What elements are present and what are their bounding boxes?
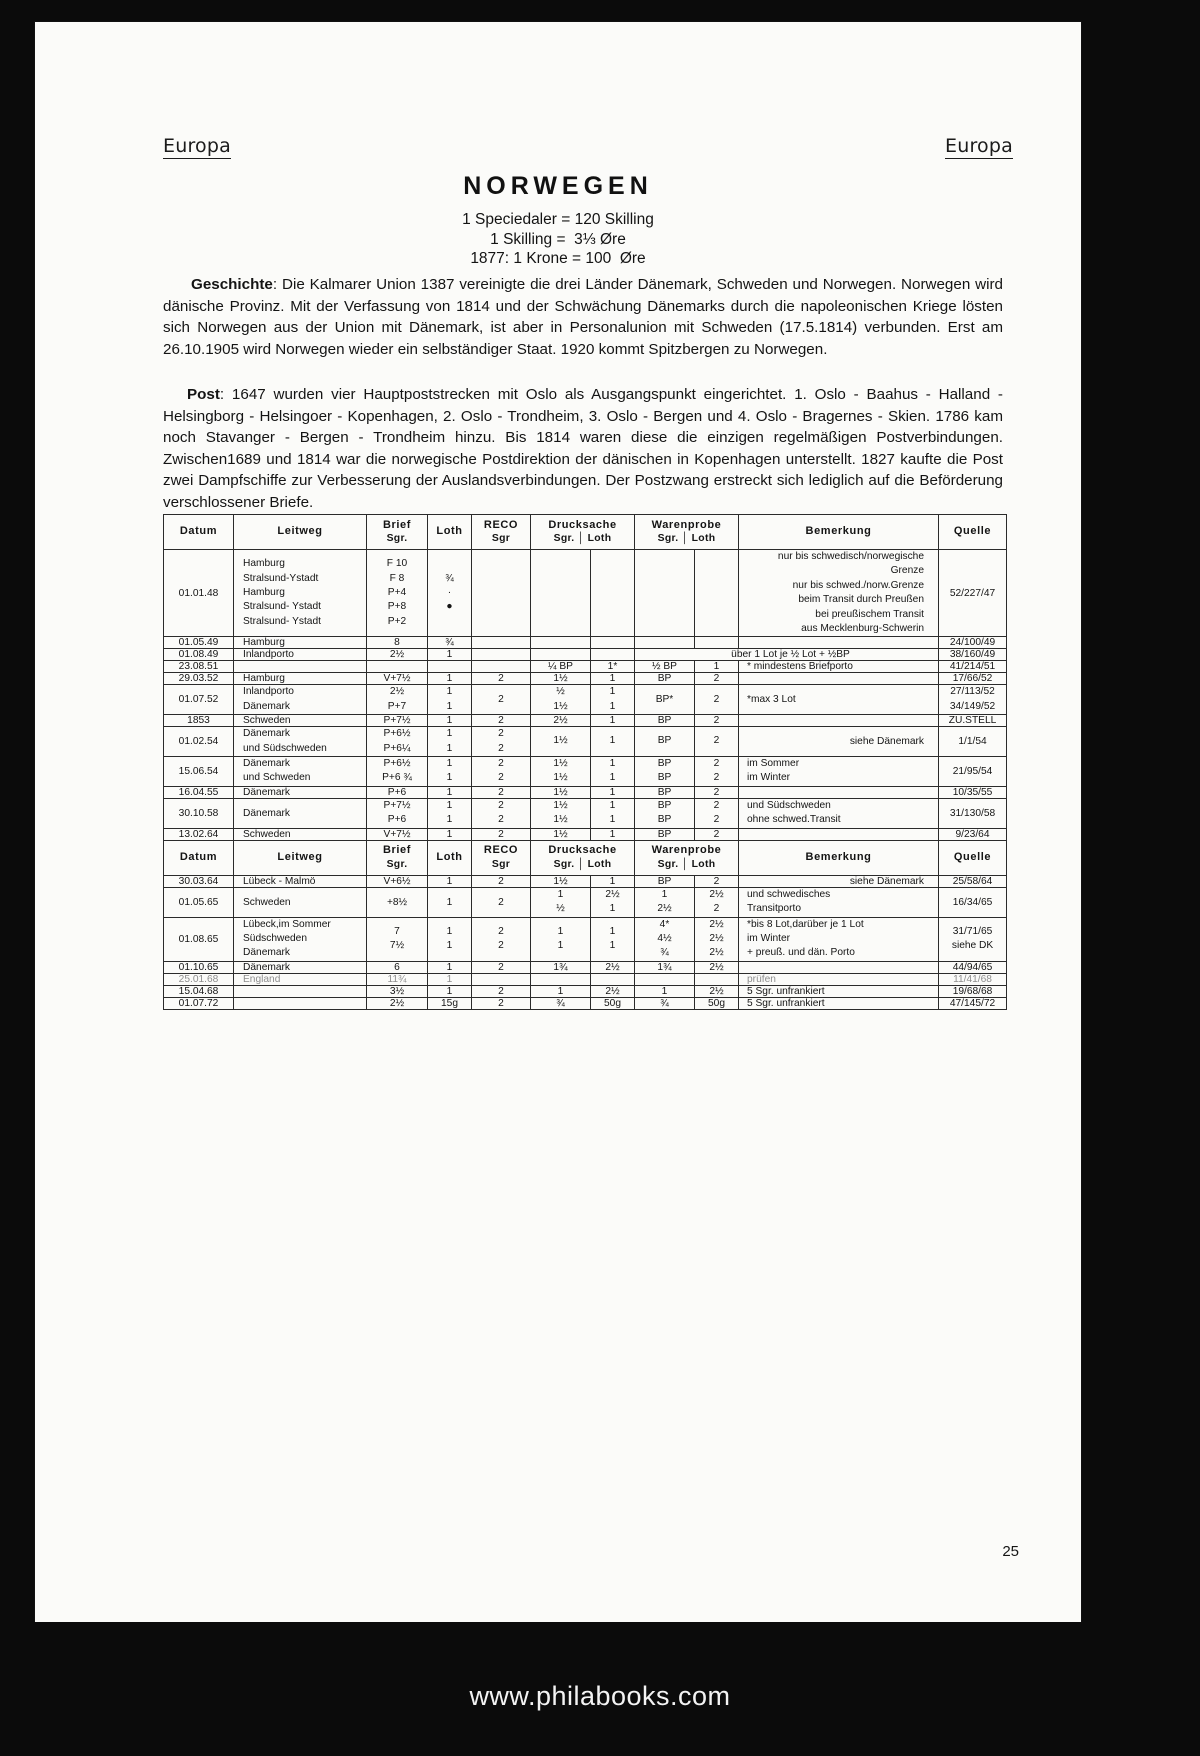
cell-loth: 1 1 <box>428 727 472 757</box>
cell-reco <box>472 550 531 637</box>
table-header-bemerkung: Bemerkung <box>739 840 939 875</box>
cell-loth: 1 <box>428 875 472 887</box>
cell-drucksache-loth: 1 <box>591 786 635 798</box>
history-paragraph <box>163 274 1003 360</box>
table-row <box>164 798 1007 828</box>
cell-warenprobe-sgr: BP BP <box>635 798 695 828</box>
cell-warenprobe-sgr <box>635 637 695 649</box>
cell-reco: 2 <box>472 828 531 840</box>
table-header-leitweg: Leitweg <box>234 840 367 875</box>
cell-drucksache-loth: 1 <box>591 828 635 840</box>
cell-drucksache-sgr: 1½ <box>531 673 591 685</box>
cell-datum: 13.02.64 <box>164 828 234 840</box>
cell-brief: F 10 F 8 P+4 P+8 P+2 <box>367 550 428 637</box>
cell-warenprobe-loth: 2½ <box>695 985 739 997</box>
table-header-loth: Loth <box>428 840 472 875</box>
cell-warenprobe-loth: 2 <box>695 715 739 727</box>
cell-drucksache-sgr <box>531 973 591 985</box>
table-row <box>164 786 1007 798</box>
cell-bemerkung: *bis 8 Lot,darüber je 1 Lot im Winter + preuß. und dän. Porto <box>739 917 939 961</box>
cell-drucksache-sgr: ¾ <box>531 997 591 1009</box>
cell-quelle: 44/94/65 <box>939 961 1007 973</box>
cell-drucksache-loth: 2½ <box>591 985 635 997</box>
cell-reco: 2 <box>472 673 531 685</box>
cell-brief: 2½ P+7 <box>367 685 428 715</box>
cell-warenprobe-sgr <box>635 550 695 637</box>
cell-quelle: 41/214/51 <box>939 661 1007 673</box>
cell-drucksache-sgr: 1½ <box>531 828 591 840</box>
cell-loth: 1 <box>428 961 472 973</box>
cell-bemerkung: nur bis schwedisch/norwegische Grenze nur bis schwed./norw.Grenze beim Transit durch Preußen bei preußischem Transit aus Mecklenburg-Schwerin <box>739 550 939 637</box>
table-row <box>164 828 1007 840</box>
cell-brief: P+6½ P+6 ¾ <box>367 757 428 787</box>
table-row <box>164 637 1007 649</box>
cell-drucksache-sgr: 1½ <box>531 727 591 757</box>
cell-drucksache-loth <box>591 637 635 649</box>
cell-reco: 2 <box>472 887 531 917</box>
cell-drucksache-loth: 1 1 <box>591 798 635 828</box>
table-header-leitweg: Leitweg <box>234 515 367 550</box>
currency-conversion-block <box>35 210 1081 269</box>
cell-drucksache-sgr: 1½ <box>531 786 591 798</box>
cell-drucksache-loth: 1 <box>591 673 635 685</box>
cell-loth: 1 <box>428 786 472 798</box>
cell-drucksache-sgr: 1½ 1½ <box>531 757 591 787</box>
cell-bemerkung-span: über 1 Lot je ½ Lot + ½BP <box>635 649 939 661</box>
table-row <box>164 649 1007 661</box>
cell-reco: 2 <box>472 961 531 973</box>
cell-warenprobe-sgr: 1 <box>635 985 695 997</box>
cell-bemerkung: siehe Dänemark <box>739 727 939 757</box>
cell-brief: P+7½ <box>367 715 428 727</box>
cell-drucksache-loth <box>591 973 635 985</box>
page-number: 25 <box>1002 1543 1019 1560</box>
cell-brief: P+7½ P+6 <box>367 798 428 828</box>
cell-loth: 15g <box>428 997 472 1009</box>
cell-reco: 2 2 <box>472 917 531 961</box>
cell-quelle: 25/58/64 <box>939 875 1007 887</box>
cell-drucksache-loth: 1 <box>591 875 635 887</box>
cell-warenprobe-loth: 2 2 <box>695 798 739 828</box>
cell-loth: 1 <box>428 715 472 727</box>
cell-drucksache-sgr <box>531 550 591 637</box>
post-paragraph <box>163 384 1003 514</box>
cell-drucksache-sgr: 1¾ <box>531 961 591 973</box>
page-sheet <box>35 22 1081 1622</box>
cell-reco: 2 <box>472 997 531 1009</box>
cell-quelle: 11/41/68 <box>939 973 1007 985</box>
table-header-row <box>164 515 1007 550</box>
cell-warenprobe-loth <box>695 637 739 649</box>
table-header-brief: Brief Sgr. <box>367 515 428 550</box>
cell-reco: 2 <box>472 685 531 715</box>
cell-datum: 01.02.54 <box>164 727 234 757</box>
cell-bemerkung: * mindestens Briefporto <box>739 661 939 673</box>
cell-reco: 2 2 <box>472 798 531 828</box>
cell-datum: 01.05.65 <box>164 887 234 917</box>
cell-brief: P+6 <box>367 786 428 798</box>
cell-datum: 30.10.58 <box>164 798 234 828</box>
cell-brief: 11¾ <box>367 973 428 985</box>
cell-loth: 1 1 <box>428 917 472 961</box>
cell-quelle: 19/68/68 <box>939 985 1007 997</box>
cell-bemerkung <box>739 637 939 649</box>
cell-leitweg: Schweden <box>234 887 367 917</box>
cell-loth: 1 <box>428 649 472 661</box>
history-label: Geschichte <box>191 276 273 293</box>
postal-rates-table-wrapper <box>163 514 1006 1010</box>
cell-leitweg: Dänemark und Schweden <box>234 757 367 787</box>
cell-datum: 01.08.65 <box>164 917 234 961</box>
cell-quelle: 52/227/47 <box>939 550 1007 637</box>
cell-loth: 1 <box>428 828 472 840</box>
cell-brief: 2½ <box>367 997 428 1009</box>
table-header-bemerkung: Bemerkung <box>739 515 939 550</box>
cell-bemerkung: 5 Sgr. unfrankiert <box>739 985 939 997</box>
cell-warenprobe-sgr: BP <box>635 715 695 727</box>
cell-bemerkung: *max 3 Lot <box>739 685 939 715</box>
cell-reco: 2 2 <box>472 727 531 757</box>
cell-loth: ¾ <box>428 637 472 649</box>
cell-leitweg: England <box>234 973 367 985</box>
cell-drucksache-loth: 1* <box>591 661 635 673</box>
cell-leitweg: Dänemark <box>234 961 367 973</box>
cell-datum: 01.10.65 <box>164 961 234 973</box>
cell-warenprobe-loth: 50g <box>695 997 739 1009</box>
cell-datum: 25.01.68 <box>164 973 234 985</box>
table-header-warenprobe: Warenprobe Sgr. │ Loth <box>635 840 739 875</box>
cell-loth: 1 1 <box>428 798 472 828</box>
cell-warenprobe-sgr: BP* <box>635 685 695 715</box>
cell-warenprobe-sgr: BP <box>635 727 695 757</box>
cell-drucksache-loth <box>591 649 635 661</box>
cell-datum: 01.07.52 <box>164 685 234 715</box>
cell-quelle: 27/113/52 34/149/52 <box>939 685 1007 715</box>
currency-line-3: 1877: 1 Krone = 100 Øre <box>470 250 646 267</box>
cell-quelle: 1/1/54 <box>939 727 1007 757</box>
cell-warenprobe-sgr: ½ BP <box>635 661 695 673</box>
history-text: : Die Kalmarer Union 1387 vereinigte die drei Länder Dänemark, Schweden und Norwegen. Norwegen wird dänische Provinz. Mit der Verfassung von 1814 und der Schwächung Dänemarks durch die napoleonischen Kriege lösten sich Norwegen aus der Union mit Dänemark, ist aber in Personalunion mit Schweden (17.5.1814) verbunden. Erst am 26.10.1905 wird Norwegen wieder ein selbständiger Staat. 1920 kommt Spitzbergen zu Norwegen. <box>163 276 1003 358</box>
table-body <box>164 515 1007 1010</box>
cell-brief: 6 <box>367 961 428 973</box>
table-header-brief: Brief Sgr. <box>367 840 428 875</box>
cell-datum: 1853 <box>164 715 234 727</box>
cell-warenprobe-loth <box>695 973 739 985</box>
table-row <box>164 887 1007 917</box>
cell-leitweg: Hamburg <box>234 637 367 649</box>
cell-warenprobe-loth: 1 <box>695 661 739 673</box>
cell-quelle: 38/160/49 <box>939 649 1007 661</box>
cell-leitweg: Inlandporto Dänemark <box>234 685 367 715</box>
cell-bemerkung <box>739 828 939 840</box>
table-header-row <box>164 840 1007 875</box>
postal-rates-table <box>163 514 1007 1010</box>
cell-warenprobe-loth: 2 <box>695 727 739 757</box>
cell-reco: 2 <box>472 786 531 798</box>
cell-quelle: 10/35/55 <box>939 786 1007 798</box>
cell-drucksache-sgr: ½ 1½ <box>531 685 591 715</box>
cell-brief: V+7½ <box>367 828 428 840</box>
page-title: NORWEGEN <box>463 172 653 200</box>
cell-brief: 7 7½ <box>367 917 428 961</box>
cell-leitweg: Inlandporto <box>234 649 367 661</box>
cell-warenprobe-loth: 2 <box>695 673 739 685</box>
cell-leitweg: Hamburg <box>234 673 367 685</box>
cell-drucksache-loth: 2½ 1 <box>591 887 635 917</box>
cell-drucksache-loth: 2½ <box>591 961 635 973</box>
cell-warenprobe-sgr: 4* 4½ ¾ <box>635 917 695 961</box>
cell-bemerkung <box>739 715 939 727</box>
cell-leitweg <box>234 985 367 997</box>
cell-drucksache-sgr: 1 <box>531 985 591 997</box>
table-row <box>164 985 1007 997</box>
cell-leitweg: Dänemark <box>234 786 367 798</box>
cell-reco: 2 <box>472 875 531 887</box>
cell-warenprobe-loth: 2 <box>695 786 739 798</box>
cell-warenprobe-sgr: 1¾ <box>635 961 695 973</box>
cell-leitweg <box>234 997 367 1009</box>
table-row <box>164 875 1007 887</box>
cell-bemerkung: und schwedisches Transitporto <box>739 887 939 917</box>
cell-brief: V+7½ <box>367 673 428 685</box>
post-label: Post <box>187 386 220 403</box>
cell-quelle: 9/23/64 <box>939 828 1007 840</box>
cell-warenprobe-loth <box>695 550 739 637</box>
cell-drucksache-loth: 1 1 <box>591 917 635 961</box>
cell-loth: 1 <box>428 985 472 997</box>
cell-quelle: ZU.STELL <box>939 715 1007 727</box>
table-header-drucksache: Drucksache Sgr. │ Loth <box>531 840 635 875</box>
cell-bemerkung <box>739 961 939 973</box>
cell-reco: 2 2 <box>472 757 531 787</box>
cell-leitweg: Lübeck,im Sommer Südschweden Dänemark <box>234 917 367 961</box>
cell-leitweg: Hamburg Stralsund-Ystadt Hamburg Stralsund- Ystadt Stralsund- Ystadt <box>234 550 367 637</box>
running-head-right: Europa <box>945 135 1013 157</box>
cell-datum: 30.03.64 <box>164 875 234 887</box>
cell-datum: 29.03.52 <box>164 673 234 685</box>
cell-leitweg: Lübeck - Malmö <box>234 875 367 887</box>
cell-quelle: 47/145/72 <box>939 997 1007 1009</box>
cell-warenprobe-loth: 2 2 <box>695 757 739 787</box>
cell-datum: 01.08.49 <box>164 649 234 661</box>
cell-leitweg <box>234 661 367 673</box>
cell-warenprobe-loth: 2½ 2 <box>695 887 739 917</box>
scanned-page <box>35 22 1081 1622</box>
table-header-quelle: Quelle <box>939 840 1007 875</box>
cell-warenprobe-sgr: BP <box>635 875 695 887</box>
cell-loth: 1 1 <box>428 757 472 787</box>
cell-quelle: 21/95/54 <box>939 757 1007 787</box>
cell-brief: +8½ <box>367 887 428 917</box>
cell-warenprobe-loth: 2½ <box>695 961 739 973</box>
cell-loth: ¾ · ● <box>428 550 472 637</box>
cell-drucksache-sgr: 1½ 1½ <box>531 798 591 828</box>
table-row <box>164 661 1007 673</box>
cell-brief: V+6½ <box>367 875 428 887</box>
currency-line-2: 1 Skilling = 3⅓ Øre <box>490 230 626 248</box>
cell-brief: P+6½ P+6¼ <box>367 727 428 757</box>
cell-warenprobe-sgr: BP <box>635 673 695 685</box>
table-row <box>164 757 1007 787</box>
cell-loth: 1 <box>428 673 472 685</box>
cell-datum: 01.05.49 <box>164 637 234 649</box>
cell-reco <box>472 973 531 985</box>
cell-drucksache-loth: 1 1 <box>591 757 635 787</box>
table-header-warenprobe: Warenprobe Sgr. │ Loth <box>635 515 739 550</box>
cell-drucksache-sgr: ¼ BP <box>531 661 591 673</box>
cell-leitweg: Schweden <box>234 715 367 727</box>
table-row <box>164 715 1007 727</box>
cell-drucksache-loth: 50g <box>591 997 635 1009</box>
cell-brief <box>367 661 428 673</box>
cell-datum: 23.08.51 <box>164 661 234 673</box>
post-text: : 1647 wurden vier Hauptpoststrecken mit Oslo als Ausgangspunkt eingerichtet. 1. Oslo - Baahus - Halland - Helsingborg - Helsingoer - Kopenhagen, 2. Oslo - Trondheim, 3. Oslo - Bergen und 4. Oslo - Bragernes - Skien. 1786 kam noch Stavanger - Bergen - Trondheim hinzu. Bis 1814 waren diese die einzigen regelmäßigen Postverbindungen. Zwischen1689 und 1814 war die norwegische Postdirektion der dänischen in Kopenhagen unterstellt. 1827 kaufte die Post zwei Dampfschiffe zur Verbesserung der Auslandsverbindungen. Der Postzwang erstreckt sich lediglich auf die Beförderung verschlossener Briefe. <box>163 386 1003 511</box>
table-row <box>164 673 1007 685</box>
cell-quelle: 31/71/65 siehe DK <box>939 917 1007 961</box>
cell-brief: 8 <box>367 637 428 649</box>
cell-loth: 1 1 <box>428 685 472 715</box>
cell-leitweg: Schweden <box>234 828 367 840</box>
table-row <box>164 685 1007 715</box>
table-header-datum: Datum <box>164 840 234 875</box>
table-header-reco: RECO Sgr <box>472 840 531 875</box>
table-row <box>164 550 1007 637</box>
table-row <box>164 727 1007 757</box>
cell-bemerkung: 5 Sgr. unfrankiert <box>739 997 939 1009</box>
table-row <box>164 917 1007 961</box>
cell-brief: 2½ <box>367 649 428 661</box>
watermark-text: www.philabooks.com <box>469 1681 731 1711</box>
cell-warenprobe-sgr: BP <box>635 786 695 798</box>
cell-drucksache-loth: 1 <box>591 727 635 757</box>
cell-warenprobe-sgr: 1 2½ <box>635 887 695 917</box>
cell-drucksache-sgr: 2½ <box>531 715 591 727</box>
cell-bemerkung <box>739 786 939 798</box>
cell-quelle: 24/100/49 <box>939 637 1007 649</box>
cell-loth <box>428 661 472 673</box>
cell-leitweg: Dänemark und Südschweden <box>234 727 367 757</box>
cell-loth: 1 <box>428 973 472 985</box>
cell-quelle: 31/130/58 <box>939 798 1007 828</box>
table-row <box>164 997 1007 1009</box>
table-row <box>164 973 1007 985</box>
cell-bemerkung: siehe Dänemark <box>739 875 939 887</box>
cell-bemerkung <box>739 673 939 685</box>
cell-warenprobe-loth: 2 <box>695 828 739 840</box>
cell-quelle: 17/66/52 <box>939 673 1007 685</box>
cell-reco <box>472 661 531 673</box>
cell-datum: 15.04.68 <box>164 985 234 997</box>
cell-leitweg: Dänemark <box>234 798 367 828</box>
cell-warenprobe-sgr: BP BP <box>635 757 695 787</box>
cell-datum: 16.04.55 <box>164 786 234 798</box>
cell-loth: 1 <box>428 887 472 917</box>
cell-warenprobe-loth: 2 <box>695 685 739 715</box>
cell-datum: 15.06.54 <box>164 757 234 787</box>
cell-warenprobe-loth: 2½ 2½ 2½ <box>695 917 739 961</box>
cell-drucksache-loth: 1 1 <box>591 685 635 715</box>
currency-line-1: 1 Speciedaler = 120 Skilling <box>462 211 654 228</box>
cell-warenprobe-sgr: ¾ <box>635 997 695 1009</box>
cell-reco <box>472 637 531 649</box>
cell-warenprobe-sgr: BP <box>635 828 695 840</box>
cell-reco: 2 <box>472 985 531 997</box>
cell-reco: 2 <box>472 715 531 727</box>
table-row <box>164 961 1007 973</box>
running-head-left: Europa <box>163 135 231 157</box>
table-header-datum: Datum <box>164 515 234 550</box>
table-header-drucksache: Drucksache Sgr. │ Loth <box>531 515 635 550</box>
cell-drucksache-loth: 1 <box>591 715 635 727</box>
cell-drucksache-sgr <box>531 649 591 661</box>
cell-drucksache-sgr <box>531 637 591 649</box>
cell-drucksache-sgr: 1 1 <box>531 917 591 961</box>
cell-bemerkung: im Sommer im Winter <box>739 757 939 787</box>
cell-reco <box>472 649 531 661</box>
table-header-loth: Loth <box>428 515 472 550</box>
cell-brief: 3½ <box>367 985 428 997</box>
cell-datum: 01.07.72 <box>164 997 234 1009</box>
cell-drucksache-sgr: 1 ½ <box>531 887 591 917</box>
table-header-quelle: Quelle <box>939 515 1007 550</box>
cell-datum: 01.01.48 <box>164 550 234 637</box>
cell-bemerkung: prüfen <box>739 973 939 985</box>
table-header-reco: RECO Sgr <box>472 515 531 550</box>
cell-warenprobe-sgr <box>635 973 695 985</box>
cell-warenprobe-loth: 2 <box>695 875 739 887</box>
cell-drucksache-sgr: 1½ <box>531 875 591 887</box>
cell-bemerkung: und Südschweden ohne schwed.Transit <box>739 798 939 828</box>
cell-drucksache-loth <box>591 550 635 637</box>
cell-quelle: 16/34/65 <box>939 887 1007 917</box>
